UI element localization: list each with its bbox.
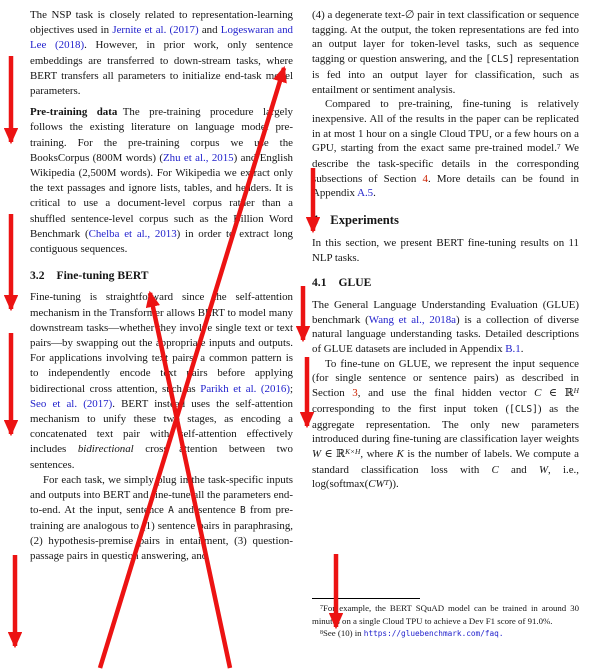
text-run: ) as the aggregate representation. The only new parameters introduced during fine-tuning are classification layer weights (312, 402, 579, 446)
text-run: ; (289, 382, 293, 395)
text-run: (4) a degenerate text-∅ pair in text classification or sequence tagging. At the output, the token representations are fed into an output layer for token-level tasks, such as sequence tagging or question answering, and the (312, 9, 579, 66)
text-run: The NSP task is closely related to representation-learning objectives used in (30, 9, 293, 37)
citation-link[interactable]: Logeswaran and Lee (2018) (30, 24, 293, 52)
section-title: Fine-tuning BERT (56, 269, 149, 283)
paragraph (312, 236, 579, 265)
math-token: K (396, 447, 404, 460)
section-heading (312, 213, 579, 228)
footnote-marker: 8 (320, 629, 323, 636)
footnote (312, 628, 579, 641)
citation-link[interactable]: Wang et al., 2018a (368, 313, 456, 326)
text-run: . (520, 343, 524, 356)
citation-link[interactable]: Seo et al. (2017) (30, 397, 113, 410)
text-run: We describe the task-specific details in the corresponding subsections of Section (312, 142, 579, 185)
footnote-marker: 7 (320, 604, 323, 611)
right-column (312, 8, 579, 596)
text-run: and (198, 24, 221, 37)
section-ref-link[interactable]: 4 (422, 172, 428, 185)
text-run: The pre-training procedure largely follows the existing literature on language model pre-training. For the pre-training corpus we use the BooksCorpus (800M words) ( (30, 106, 293, 164)
math-token: W (312, 447, 322, 460)
code-token: B (239, 505, 246, 517)
math-superscript: T (384, 477, 389, 487)
code-token: [CLS] (485, 54, 515, 66)
text-run: To fine-tune on GLUE, we represent the input sequence (for single sentence or sentence pairs) as described in Section (312, 357, 579, 400)
paragraph (312, 8, 579, 97)
math-token: C (534, 387, 542, 400)
paragraph (312, 357, 579, 493)
paragraph (30, 473, 293, 564)
paragraph (312, 298, 579, 357)
italic-text: bidirectional (77, 443, 134, 456)
math-token: CW (368, 478, 385, 491)
text-run: and sentence (173, 504, 240, 517)
text-run: . More details can be found in Appendix (312, 172, 579, 200)
citation-link[interactable]: Parikh et al. (2016) (200, 382, 290, 395)
section-ref-link[interactable]: 3 (352, 387, 358, 400)
section-number: 4 (312, 213, 319, 228)
bold-text: Pre-training data (30, 106, 118, 119)
text-run: For each task, we simply plug in the task-specific inputs and outputs into BERT and fine-tune all the parameters end-to-end. At the input, sentence (30, 473, 293, 517)
text-run: representation is fed into an output layer for classification, such as entailment or sentiment analysis. (312, 53, 579, 96)
footnote (312, 603, 579, 628)
text-run: For example, the BERT SQuAD model can be trained in around 30 minutes on a single Cloud TPU to achieve a Dev F1 score of 91.0%. (312, 603, 579, 627)
text-run: cross attention between two sentences. (30, 443, 293, 471)
section-title: GLUE (338, 276, 372, 290)
left-column (30, 8, 293, 668)
text-run: . BERT instead uses the self-attention mechanism to unify these two stages, as encoding a concatenated text pair with self-attention effectively includes (30, 397, 293, 456)
text-run: ) and English Wikipedia (2,500M words). For Wikipedia we extract only the text passages and ignore lists, tables, and headers. It is critical to use a document-level corpus rather than a shuffled sentence-level corpus such as the Billion Word Benchmark ( (30, 151, 293, 240)
math-token: W (538, 463, 549, 476)
url-link[interactable]: https://gluebenchmark.com/faq. (363, 628, 504, 638)
math-superscript: K×H (345, 447, 361, 457)
text-run: Fine-tuning is straightforward since the self-attention mechanism in the Transformer allows BERT to model many downstream tasks—whether they involve single text or text pairs—by swapping out the appropriate inputs and outputs. For applications involving text pairs, a common pattern is to independently encode text pairs before applying bidirectional cross attention, such as (30, 291, 293, 395)
text-run: Compared to pre-training, fine-tuning is relatively inexpensive. All of the results in the paper can be replicated in at most 1 hour on a single Cloud TPU, or a few hours on a GPU, starting from the exact same pre-trained model. (312, 98, 579, 155)
appendix-ref-link[interactable]: B.1 (505, 343, 521, 356)
text-run: ) is a collection of diverse natural language understanding tasks. Detailed descriptions of GLUE datasets are included in Appendix (312, 313, 579, 356)
text-run: The General Language Understanding Evaluation (GLUE) benchmark ( (312, 298, 579, 326)
text-run: and (498, 463, 539, 476)
footnote-rule (312, 598, 420, 599)
section-heading (312, 276, 579, 291)
appendix-ref-link[interactable]: A.5 (357, 187, 374, 200)
section-title: Experiments (330, 213, 399, 228)
citation-link[interactable]: Zhu et al., 2015 (162, 151, 234, 164)
footnotes (312, 597, 579, 641)
code-token: [CLS] (509, 403, 538, 415)
text-run: . However, in prior work, only sentence embeddings are transferred to down-stream tasks, where BERT transfers all parameters to initialize end-task model parameters. (30, 39, 293, 98)
text-run: ∈ ℝ (321, 447, 346, 460)
text-run: , where (360, 447, 397, 460)
citation-link[interactable]: Chelba et al., 2013 (88, 227, 177, 240)
text-run: , and use the final hidden vector (357, 387, 535, 400)
section-number: 3.2 (30, 269, 45, 283)
paragraph (312, 97, 579, 201)
footnote-marker: 7 (556, 141, 561, 151)
paragraph (30, 290, 293, 472)
text-run: is the number of labels. We compute a standard classification loss with (312, 447, 579, 476)
paragraph (30, 105, 293, 257)
section-heading (30, 268, 293, 283)
text-run: ) in order to extract long contiguous sequences. (30, 227, 293, 256)
text-run: . (373, 187, 376, 200)
text-run: , i.e., log(softmax( (312, 463, 579, 491)
text-run: See (10) in (322, 627, 364, 638)
text-run: from pre-training are analogous to (1) sentence pairs in paraphrasing, (2) hypothesis-premise pairs in entailment, (3) question-passage pairs in question answering, and (30, 504, 293, 562)
math-token: C (491, 463, 499, 476)
code-token: A (168, 505, 174, 517)
section-number: 4.1 (312, 276, 327, 290)
text-run: In this section, we present BERT fine-tuning results on 11 NLP tasks. (312, 236, 579, 264)
text-run: corresponding to the first input token ( (312, 402, 510, 415)
paragraph (30, 8, 293, 99)
math-superscript: H (573, 386, 579, 396)
citation-link[interactable]: Jernite et al. (2017) (112, 24, 199, 37)
text-run: ∈ ℝ (541, 387, 574, 400)
text-run: )). (388, 478, 399, 491)
